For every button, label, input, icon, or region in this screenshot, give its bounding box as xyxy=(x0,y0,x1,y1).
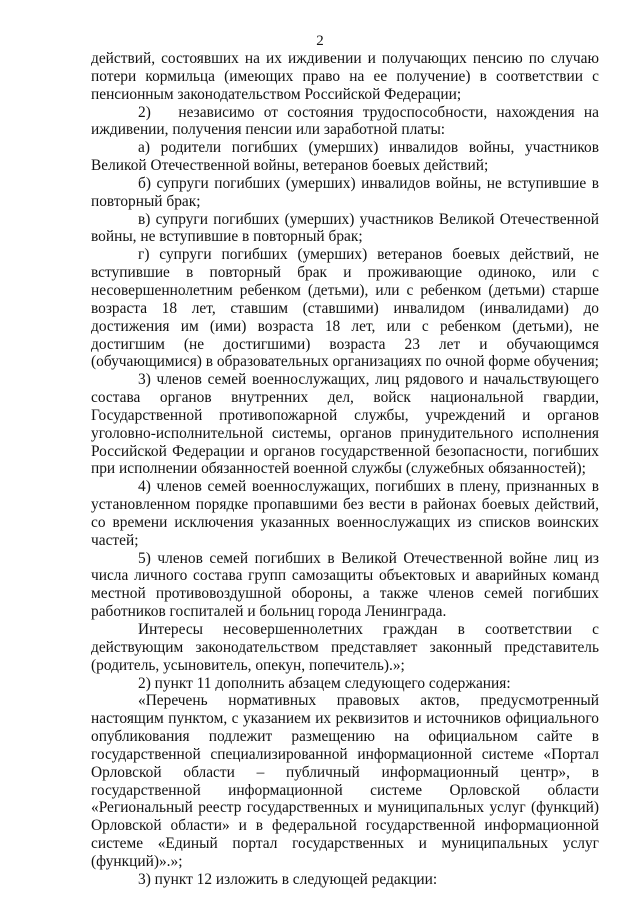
paragraph: 2) независимо от состояния трудоспособности, нахождения на иждивении, получения пенсии или заработной платы: xyxy=(91,103,599,139)
paragraph: б) супруги погибших (умерших) инвалидов войны, не вступившие в повторный брак; xyxy=(91,174,599,210)
paragraph: а) родители погибших (умерших) инвалидов войны, участников Великой Отечественной войны, ветеранов боевых действий; xyxy=(91,139,599,175)
paragraph: 2) пункт 11 дополнить абзацем следующего содержания: xyxy=(138,674,511,692)
paragraph: «Перечень нормативных правовых актов, предусмотренный настоящим пунктом, с указанием их реквизитов и источников официального опубликования подлежит размещению на официальном сайте в государственной специализированной информационной системе «Портал Орловской области – публичный информационный центр», в государственной информационной системе Орловской области «Региональный реестр государственных и муниципальных услуг (функций) Орловской области» и в федеральной государственной информационной системе «Единый портал государственных и муниципальных услуг (функций)».»; xyxy=(91,692,599,870)
paragraph: действий, состоявших на их иждивении и получающих пенсию по случаю потери кормильца (имеющих право на ее получение) в соответствии с пенсионным законодательством Российской Федерации; xyxy=(91,50,599,103)
paragraph: 3) членов семей военнослужащих, лиц рядового и начальствующего состава органов внутренних дел, войск национальной гвардии, Государственной противопожарной службы, учреждений и органов уголовно-исполнительной системы, органов принудительного исполнения Российской Федерации и органов государственной безопасности, погибших при исполнении обязанностей военной службы (служебных обязанностей); xyxy=(91,371,599,478)
document-body xyxy=(91,50,599,889)
paragraph: Интересы несовершеннолетних граждан в соответствии с действующим законодательством представляет законный представитель (родитель, усыновитель, опекун, попечитель).»; xyxy=(91,621,599,674)
paragraph: г) супруги погибших (умерших) ветеранов боевых действий, не вступившие в повторный брак и проживающие одиноко, или с несовершеннолетним ребенком (детьми), или с ребенком (детьми) старше возраста 18 лет, ставшим (ставшими) инвалидом (инвалидами) до достижения им (ими) возраста 18 лет, или с ребенком (детьми), не достигшим (не достигшими) возраста 23 лет и обучающимся (обучающимися) в образовательных организациях по очной форме обучения; xyxy=(91,246,599,371)
page-number: 2 xyxy=(316,33,324,49)
paragraph: в) супруги погибших (умерших) участников Великой Отечественной войны, не вступившие в повторный брак; xyxy=(91,210,599,246)
paragraph: 5) членов семей погибших в Великой Отечественной войне лиц из числа личного состава групп самозащиты объектовых и аварийных команд местной противовоздушной обороны, а также членов семей погибших работников госпиталей и больниц города Ленинграда. xyxy=(91,549,599,621)
paragraph: 4) членов семей военнослужащих, погибших в плену, признанных в установленном порядке пропавшими без вести в районах боевых действий, со времени исключения указанных военнослужащих из списков воинских частей; xyxy=(91,478,599,549)
paragraph: 3) пункт 12 изложить в следующей редакции: xyxy=(138,870,438,888)
